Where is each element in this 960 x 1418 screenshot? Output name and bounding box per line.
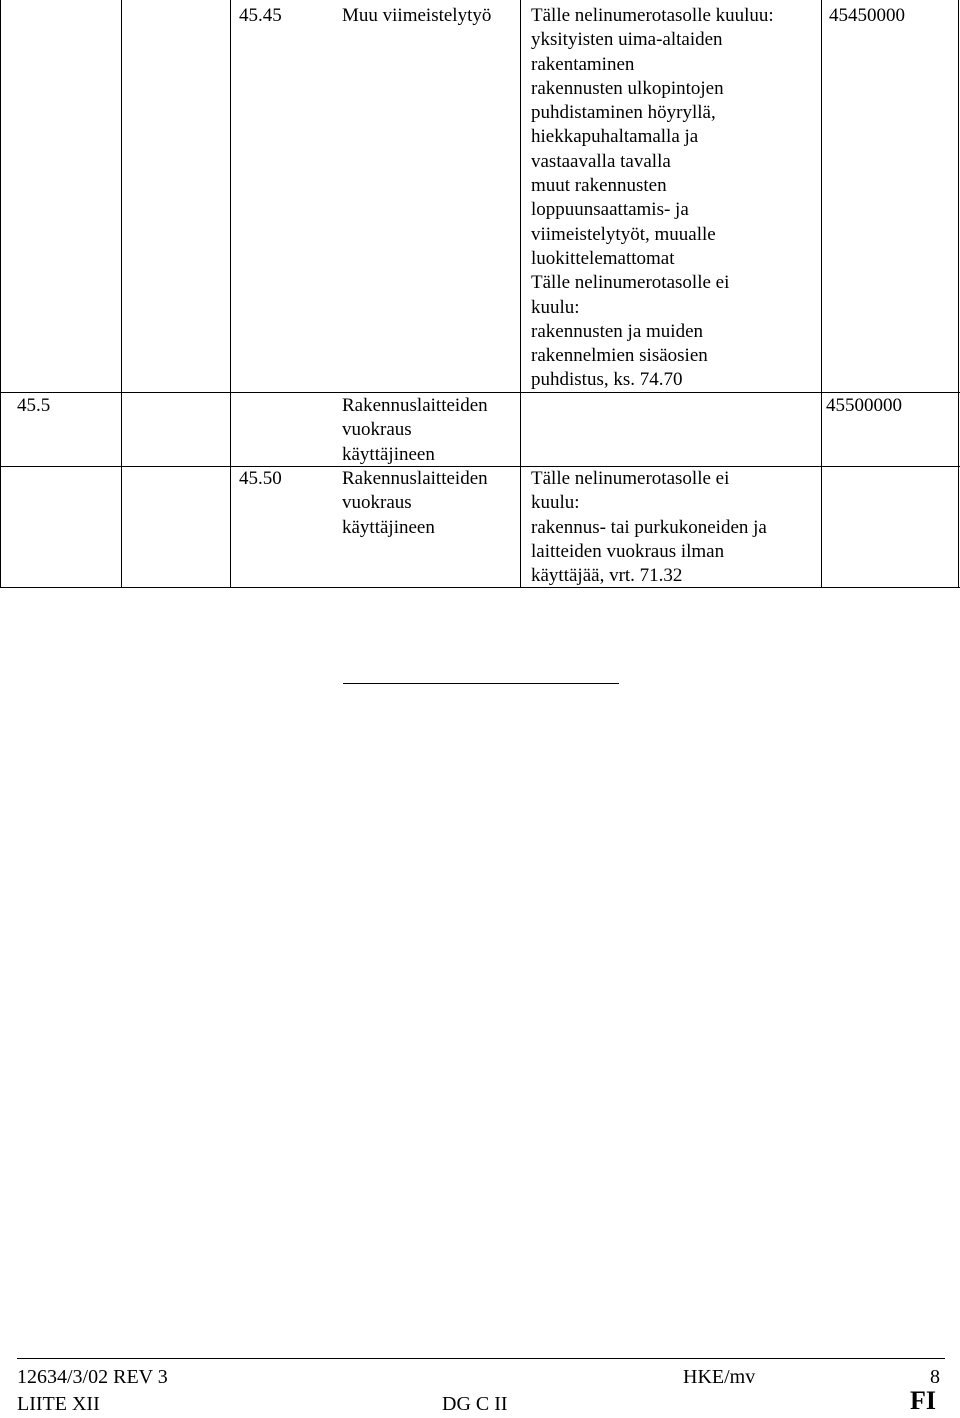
note-line: Tälle nelinumerotasolle kuuluu: [531, 5, 774, 26]
note-line: vastaavalla tavalla [531, 150, 671, 172]
row-code: 45.5 [17, 395, 51, 416]
footer-language: FI [910, 1386, 936, 1415]
note-line: Tälle nelinumerotasolle ei [531, 468, 730, 489]
note-line: hiekkapuhaltamalla ja [531, 126, 699, 148]
row-notes [531, 467, 767, 588]
table-row-divider [0, 392, 960, 393]
note-line: rakennusten ja muiden [531, 320, 704, 342]
table-column-divider [121, 0, 122, 588]
row-code: 45.50 [239, 468, 282, 489]
table-column-divider [230, 0, 231, 588]
note-line: rakennus- tai purkukoneiden ja [531, 516, 767, 538]
footer-annex: LIITE XII [17, 1393, 100, 1415]
note-line: rakennelmien sisäosien [531, 345, 708, 367]
note-line: kuulu: [531, 296, 580, 318]
end-separator-line [343, 683, 619, 684]
footer-dg: DG C II [442, 1393, 508, 1415]
footer-rule [17, 1358, 945, 1359]
title-line: käyttäjineen [342, 516, 435, 538]
note-line: rakennusten ulkopintojen [531, 77, 724, 99]
row-title [342, 394, 488, 467]
table-border-bottom [0, 587, 960, 588]
row-code: 45.45 [239, 5, 282, 26]
title-line: vuokraus [342, 492, 412, 514]
note-line: loppuunsaattamis- ja [531, 199, 689, 221]
note-line: puhdistaminen höyryllä, [531, 102, 716, 124]
title-line: käyttäjineen [342, 443, 435, 465]
row-title [342, 467, 488, 540]
row-title: Muu viimeistelytyö [342, 5, 492, 26]
note-line: muut rakennusten [531, 175, 667, 197]
table-border-right [958, 0, 959, 588]
note-line: käyttäjää, vrt. 71.32 [531, 565, 683, 587]
table-column-divider [821, 0, 822, 588]
row-notes [531, 4, 774, 393]
note-line: puhdistus, ks. 74.70 [531, 369, 683, 391]
table-border-left [0, 0, 1, 588]
note-line: viimeistelytyöt, muualle [531, 223, 716, 245]
row-cpv-code: 45500000 [826, 395, 902, 416]
title-line: Rakennuslaitteiden [342, 468, 488, 489]
note-line: Tälle nelinumerotasolle ei [531, 272, 730, 294]
note-line: yksityisten uima-altaiden [531, 29, 723, 51]
note-line: laitteiden vuokraus ilman [531, 540, 725, 562]
note-line: kuulu: [531, 492, 580, 514]
note-line: luokittelemattomat [531, 247, 675, 269]
footer-initials: HKE/mv [683, 1366, 756, 1388]
footer-page-number: 8 [930, 1366, 940, 1388]
row-cpv-code: 45450000 [829, 5, 905, 26]
title-line: vuokraus [342, 419, 412, 441]
footer-doc-ref: 12634/3/02 REV 3 [17, 1366, 168, 1388]
table-column-divider [520, 0, 521, 588]
title-line: Rakennuslaitteiden [342, 395, 488, 416]
note-line: rakentaminen [531, 53, 635, 75]
